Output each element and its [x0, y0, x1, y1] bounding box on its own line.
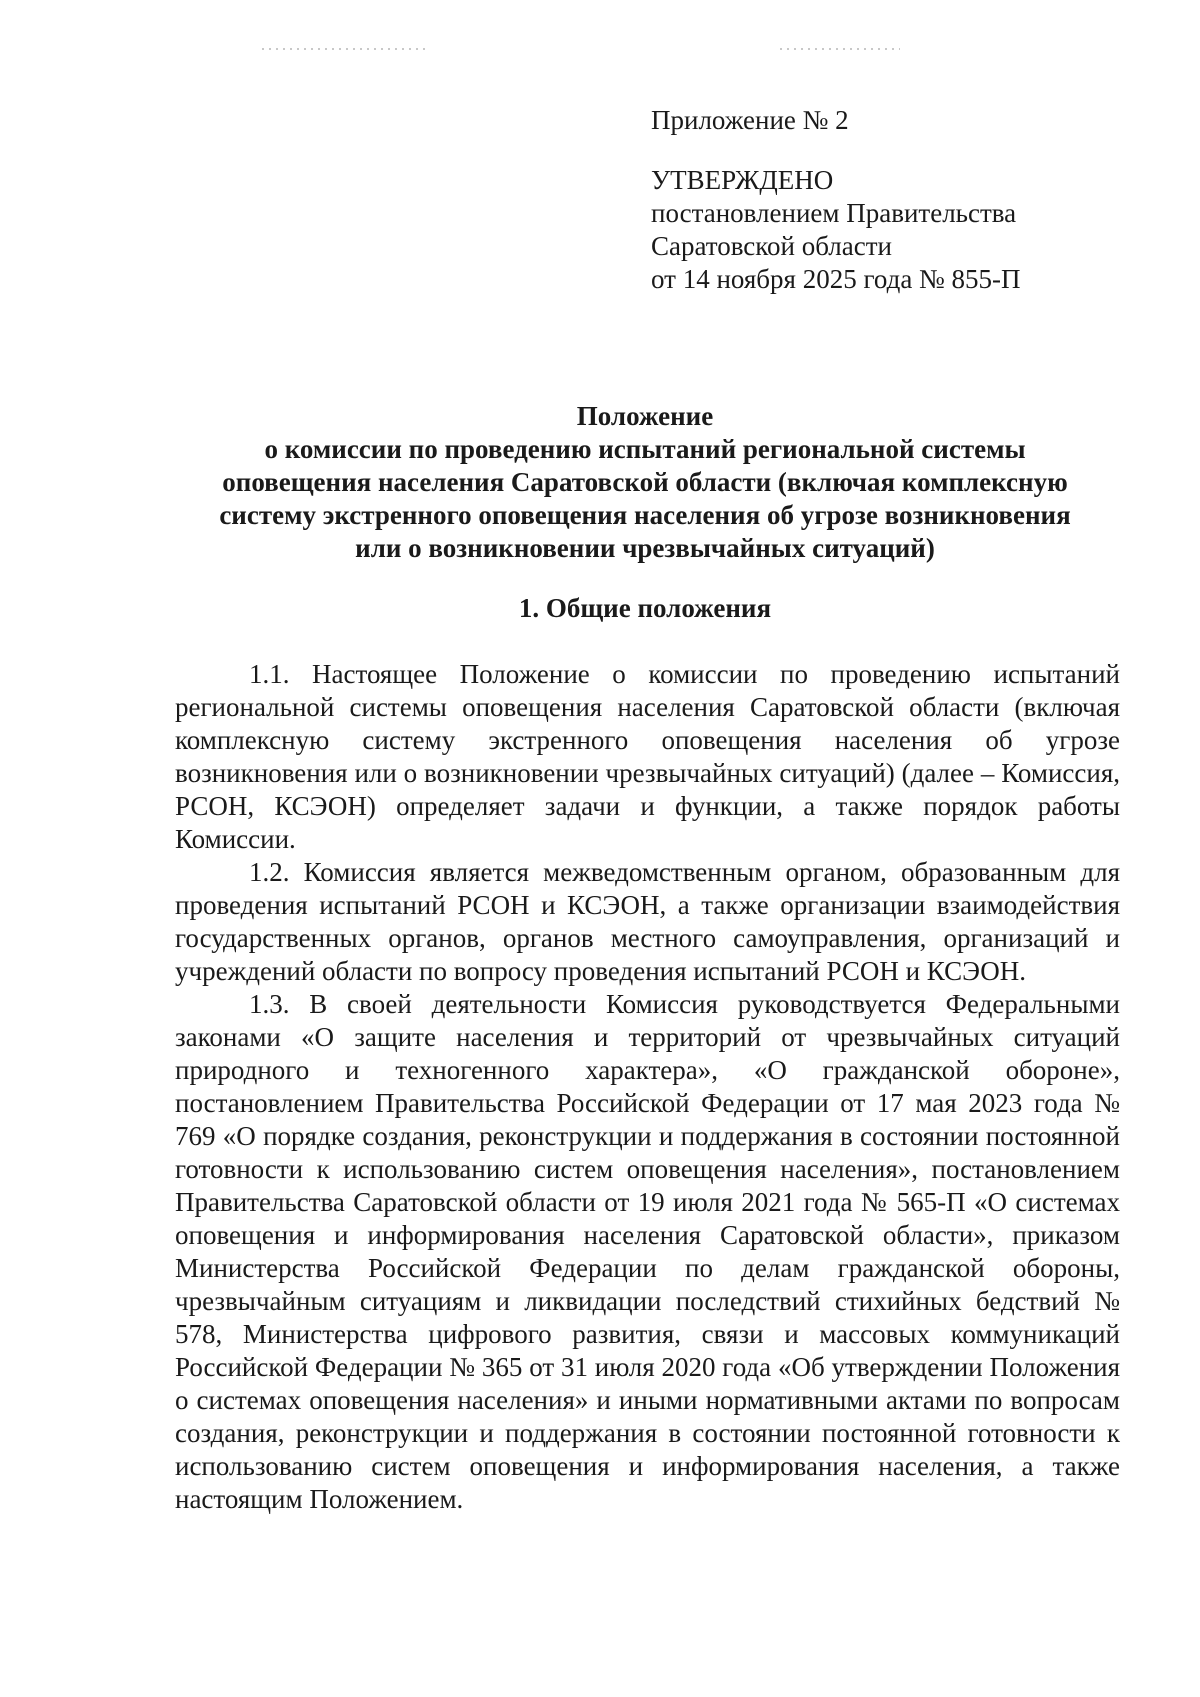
paragraph-1-1: 1.1. Настоящее Положение о комиссии по проведению испытаний региональной системы оповещения населения Саратовской области (включая комплексную систему экстренного оповещения населения об угрозе возникновения или о возникновении чрезвычайных ситуаций) (далее – Комиссия, РСОН, КСЭОН) определяет задачи и функции, а также порядок работы Комиссии.: [175, 659, 1120, 854]
section-body: [175, 658, 1120, 1516]
approved-label: УТВЕРЖДЕНО: [651, 165, 834, 195]
paragraph-1-2: 1.2. Комиссия является межведомственным органом, образованным для проведения испытаний РСОН и КСЭОН, а также организации взаимодействия государственных органов, органов местного самоуправления, организаций и учреждений области по вопросу проведения испытаний РСОН и КСЭОН.: [175, 857, 1120, 986]
title-line: или о возникновении чрезвычайных ситуаций): [355, 533, 935, 563]
paragraph-1-3: 1.3. В своей деятельности Комиссия руководствуется Федеральными законами «О защите населения и территорий от чрезвычайных ситуаций природного и техногенного характера», «О гражданской обороне», постановлением Правительства Российской Федерации от 17 мая 2023 года № 769 «О порядке создания, реконструкции и поддержания в состоянии постоянной готовности к использованию систем оповещения населения», постановлением Правительства Саратовской области от 19 июля 2021 года № 565-П «О системах оповещения и информирования населения Саратовской области», приказом Министерства Российской Федерации по делам гражданской обороны, чрезвычайным ситуациям и ликвидации последствий стихийных бедствий № 578, Министерства цифрового развития, связи и массовых коммуникаций Российской Федерации № 365 от 31 июля 2020 года «Об утверждении Положения о системах оповещения населения» и иными нормативными актами по вопросам создания, реконструкции и поддержания в состоянии постоянной готовности к использованию систем оповещения и информирования населения, а также настоящим Положением.: [175, 989, 1120, 1514]
approved-by-region: Саратовской области: [651, 231, 892, 261]
title-line: о комиссии по проведению испытаний региональной системы: [264, 434, 1026, 464]
title-line: Положение: [576, 401, 714, 431]
approval-date: от 14 ноября 2025 года № 855-П: [651, 264, 1021, 294]
approved-by-line: постановлением Правительства: [651, 198, 1017, 228]
scan-noise-mark: [262, 48, 427, 50]
appendix-number: Приложение № 2: [651, 105, 849, 135]
scan-noise-mark: [780, 48, 900, 50]
title-line: оповещения населения Саратовской области (включая комплексную: [222, 467, 1068, 497]
document-title: [160, 400, 1130, 565]
title-line: систему экстренного оповещения населения об угрозе возникновения: [219, 500, 1071, 530]
section-heading: 1. Общие положения: [518, 593, 772, 623]
approval-block: [651, 104, 1021, 296]
